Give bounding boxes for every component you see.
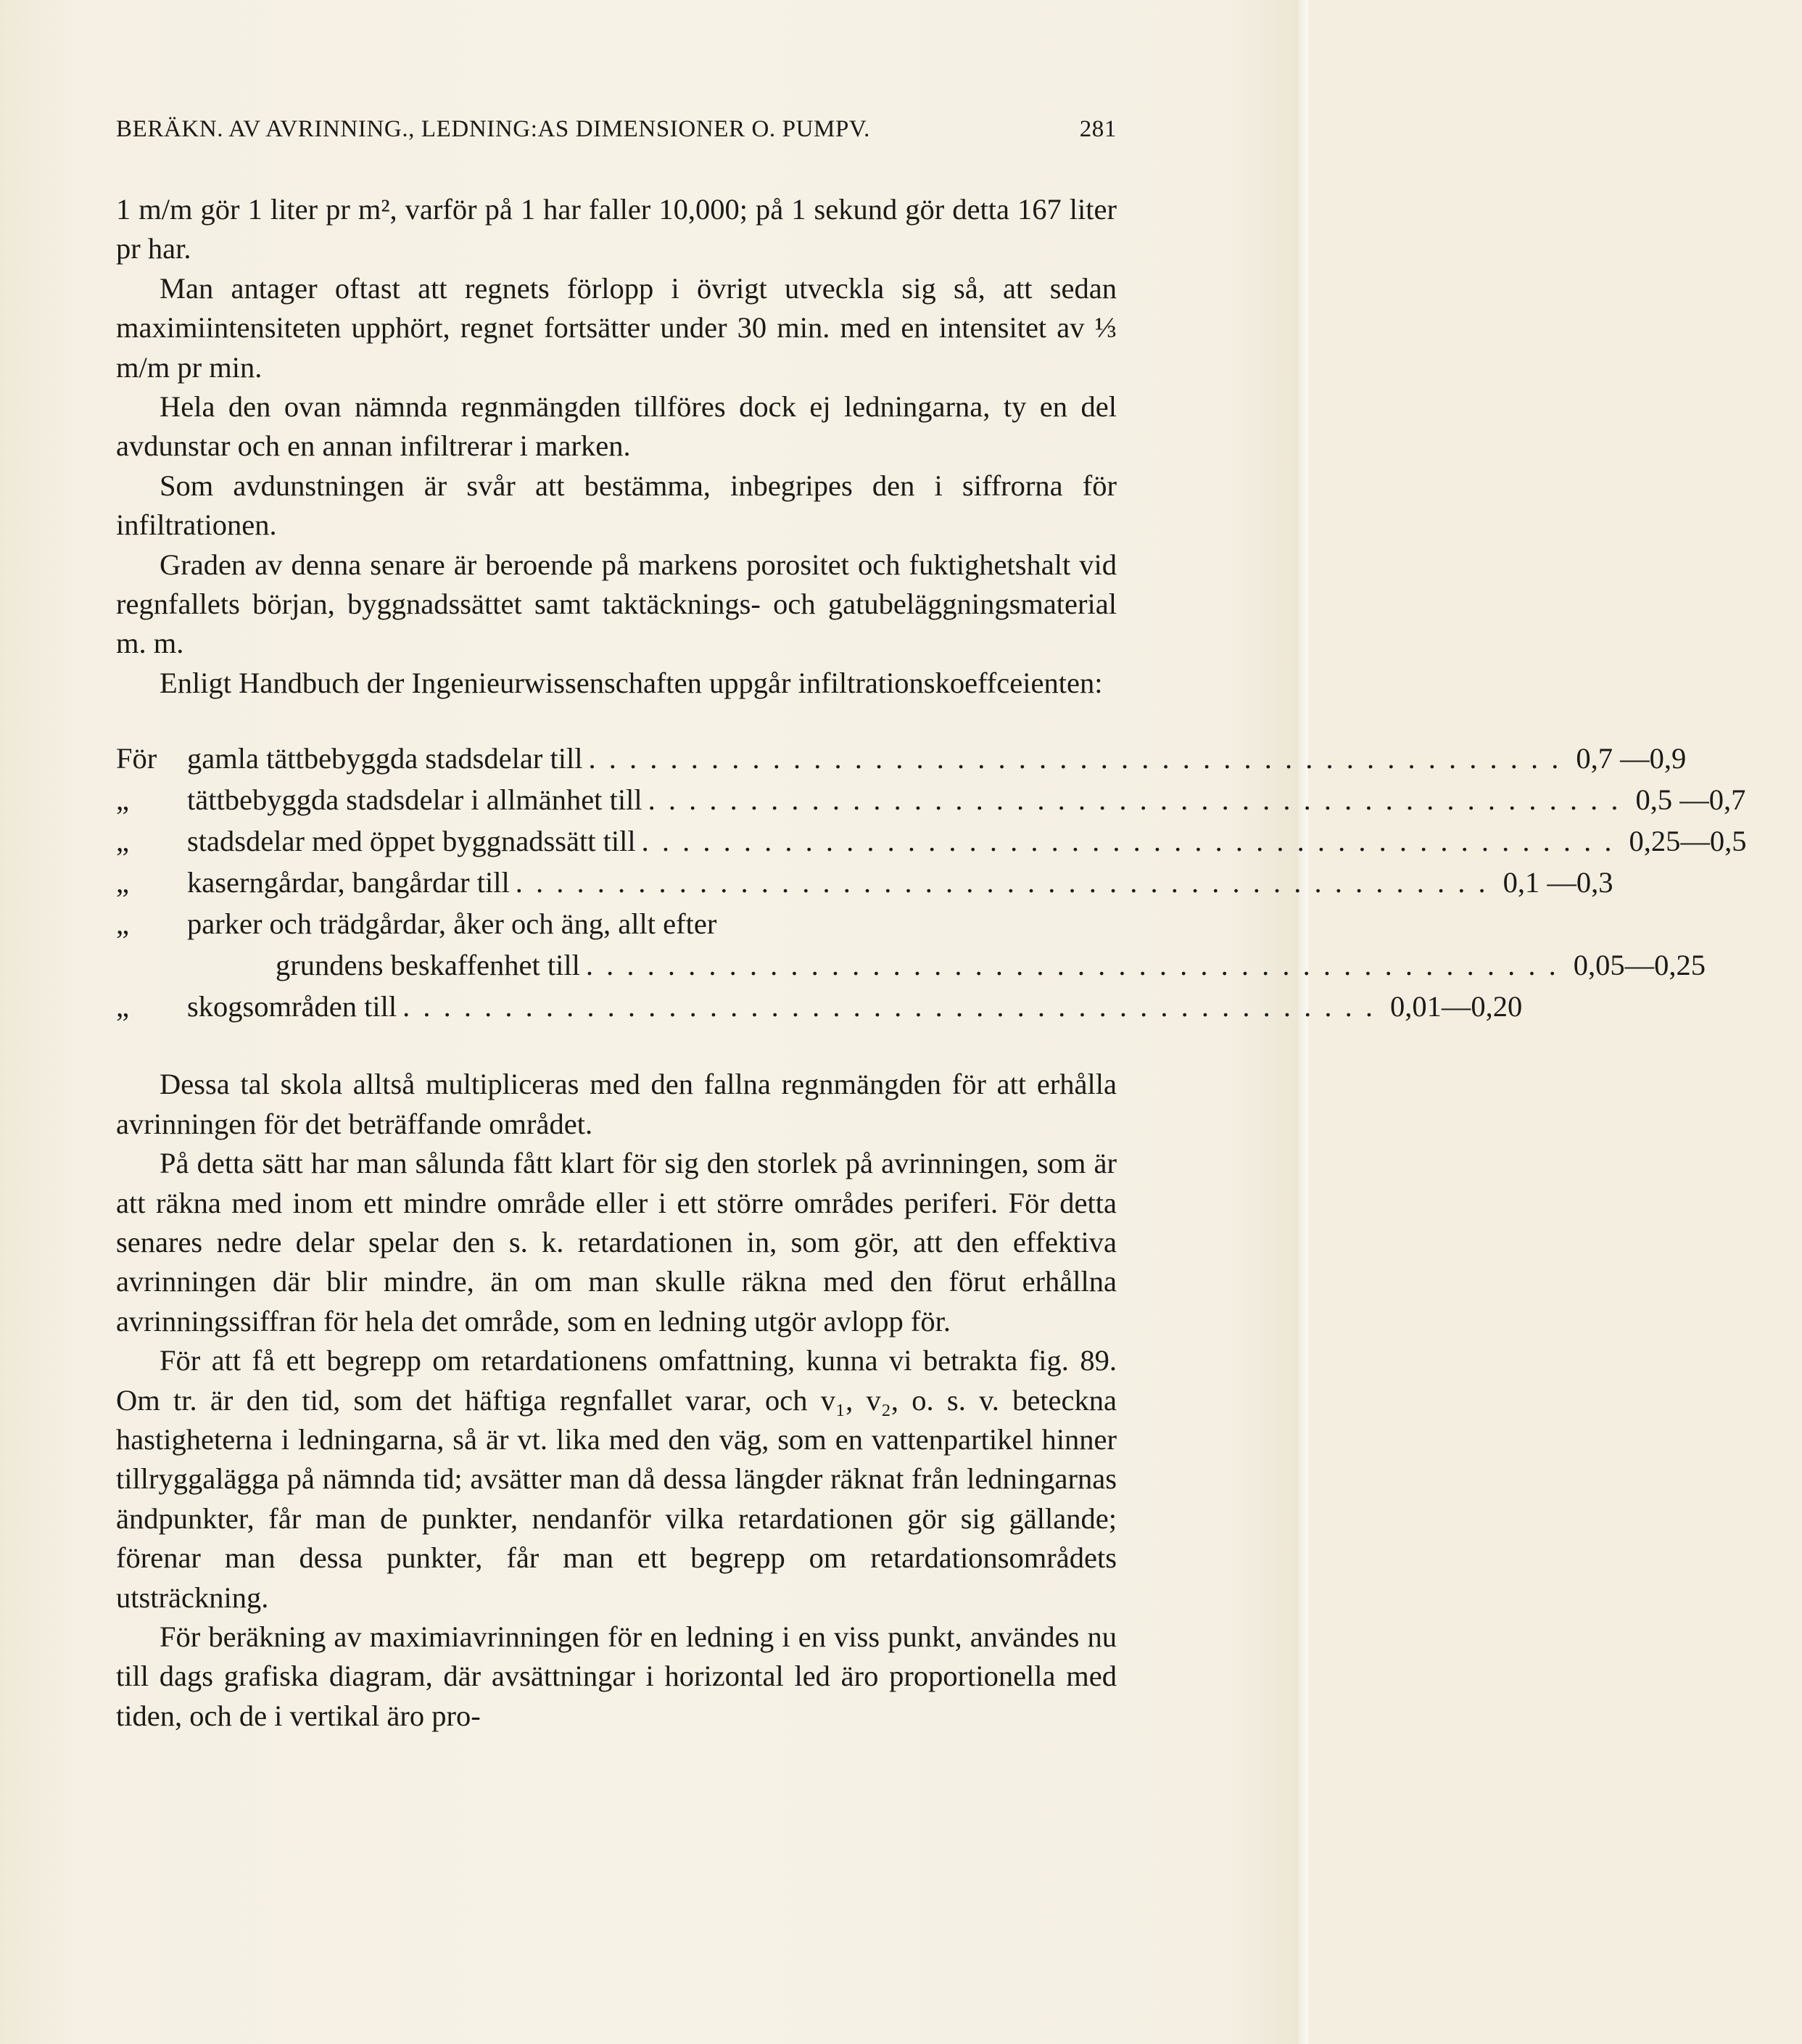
ditto-mark: „ [116,783,129,817]
paragraph: Enligt Handbuch der Ingenieurwissenschaften uppgår infiltrationskoeffceienten: [160,666,1103,699]
row-value: 0,05—0,25 [1573,949,1706,982]
leader-dots: . . . . . . . . . . . . . . . . . . . . . . . . . . . . . . . . . . . . . . . . . . . . . . . . [585,949,1559,982]
table-row [116,820,1747,862]
leader-dots: . . . . . . . . . . . . . . . . . . . . . . . . . . . . . . . . . . . . . . . . . . . . . . . . [588,742,1562,775]
body-text [116,190,1747,1736]
row-label: skogsområden till [187,990,397,1023]
ditto-mark: „ [116,907,129,941]
running-header [116,116,1117,152]
paragraph: Graden av denna senare är beroende på markens porositet och fuktighetshalt vid regnfallets början, byggnadssättet samt taktäcknings- och gatubeläggningsmaterial m. m. [116,548,1117,660]
row-value: 0,01—0,20 [1389,990,1523,1023]
leader-dots: . . . . . . . . . . . . . . . . . . . . . . . . . . . . . . . . . . . . . . . . . . . . . . . . [648,783,1621,817]
running-title: BERÄKN. AV AVRINNING., LEDNING:AS DIMENSIONER O. PUMPV. [116,116,870,142]
row-label: tättbebyggda stadsdelar i allmänhet till [187,783,642,817]
row-value: 0,1 —0,3 [1503,866,1613,899]
row-label: kaserngårdar, bangårdar till [187,866,510,899]
table-row [116,738,1687,779]
paragraph: Man antager oftast att regnets förlopp i övrigt utveckla sig så, att sedan maximiintensiteten upphört, regnet fortsätter under 30 min. med en intensitet av ⅓ m/m pr min. [116,271,1117,384]
paragraph: Dessa tal skola alltså multipliceras med den fallna regnmängden för att erhålla avrinningen för det beträffande området. [116,1068,1117,1140]
row-label-continuation: grundens beskaffenhet till [276,949,580,982]
table-row [116,862,1613,903]
table-row-continuation [116,944,1706,986]
row-prefix: För [116,742,157,775]
row-value: 0,7 —0,9 [1576,742,1687,775]
page-content [116,116,1747,1736]
row-value: 0,5 —0,7 [1635,783,1746,817]
paragraph: För att få ett begrepp om retardationens omfattning, kunna vi betrakta fig. 89. Om tr. är den tid, som det häftiga regnfallet varar, och v₁, v₂, o. s. v. beteckna hastigheterna i ledningarna, så är vt. lika med den väg, som en vattenpartikel hinner tillryggalägga på nämnda tid; avsätter man då dessa längder räknat från ledningarnas ändpunkter, får man de punkter, nendanför vilka retardationen gör sig gällande; förenar man dessa punkter, får man ett begrepp om retardationsområdets utsträckning. [116,1344,1117,1614]
leader-dots: . . . . . . . . . . . . . . . . . . . . . . . . . . . . . . . . . . . . . . . . . . . . . . . . [515,866,1489,899]
ditto-mark: „ [116,825,129,858]
table-row [116,779,1746,820]
leader-dots: . . . . . . . . . . . . . . . . . . . . . . . . . . . . . . . . . . . . . . . . . . . . . . . . [402,990,1376,1023]
leader-dots: . . . . . . . . . . . . . . . . . . . . . . . . . . . . . . . . . . . . . . . . . . . . . . . . [641,825,1615,858]
row-label: gamla tättbebyggda stadsdelar till [187,742,583,775]
paragraph: På detta sätt har man sålunda fått klart för sig den storlek på avrinningen, som är att räkna med inom ett mindre område eller i ett större områdes periferi. För detta senares nedre delar spelar den s. k. retardationen in, som gör, att den effektiva avrinningen där blir mindre, än om man skulle räkna med den förut erhållna avrinningssiffran för hela det område, som en ledning utgör avlopp för. [116,1147,1117,1338]
ditto-mark: „ [116,990,129,1023]
table-row [116,986,1523,1027]
table-row [116,903,1117,944]
ditto-mark: „ [116,866,129,899]
paragraph: 1 m/m gör 1 liter pr m², varför på 1 har faller 10,000; på 1 sekund gör detta 167 liter pr har. [116,193,1117,265]
row-label: parker och trädgårdar, åker och äng, allt efter [187,907,717,941]
row-value: 0,25—0,5 [1629,825,1747,858]
paragraph: Som avdunstningen är svår att bestämma, inbegripes den i siffrorna för infiltrationen. [116,469,1117,542]
page-number: 281 [1079,116,1117,142]
paragraph: För beräkning av maximiavrinningen för en ledning i en viss punkt, användes nu till dags grafiska diagram, där avsättningar i horizontal led äro proportionella med tiden, och de i vertikal äro pro- [116,1620,1117,1732]
row-label: stadsdelar med öppet byggnadssätt till [187,825,636,858]
infiltration-table [116,738,1747,1027]
paragraph: Hela den ovan nämnda regnmängden tillföres dock ej ledningarna, ty en del avdunstar och en annan infiltrerar i marken. [116,390,1117,463]
